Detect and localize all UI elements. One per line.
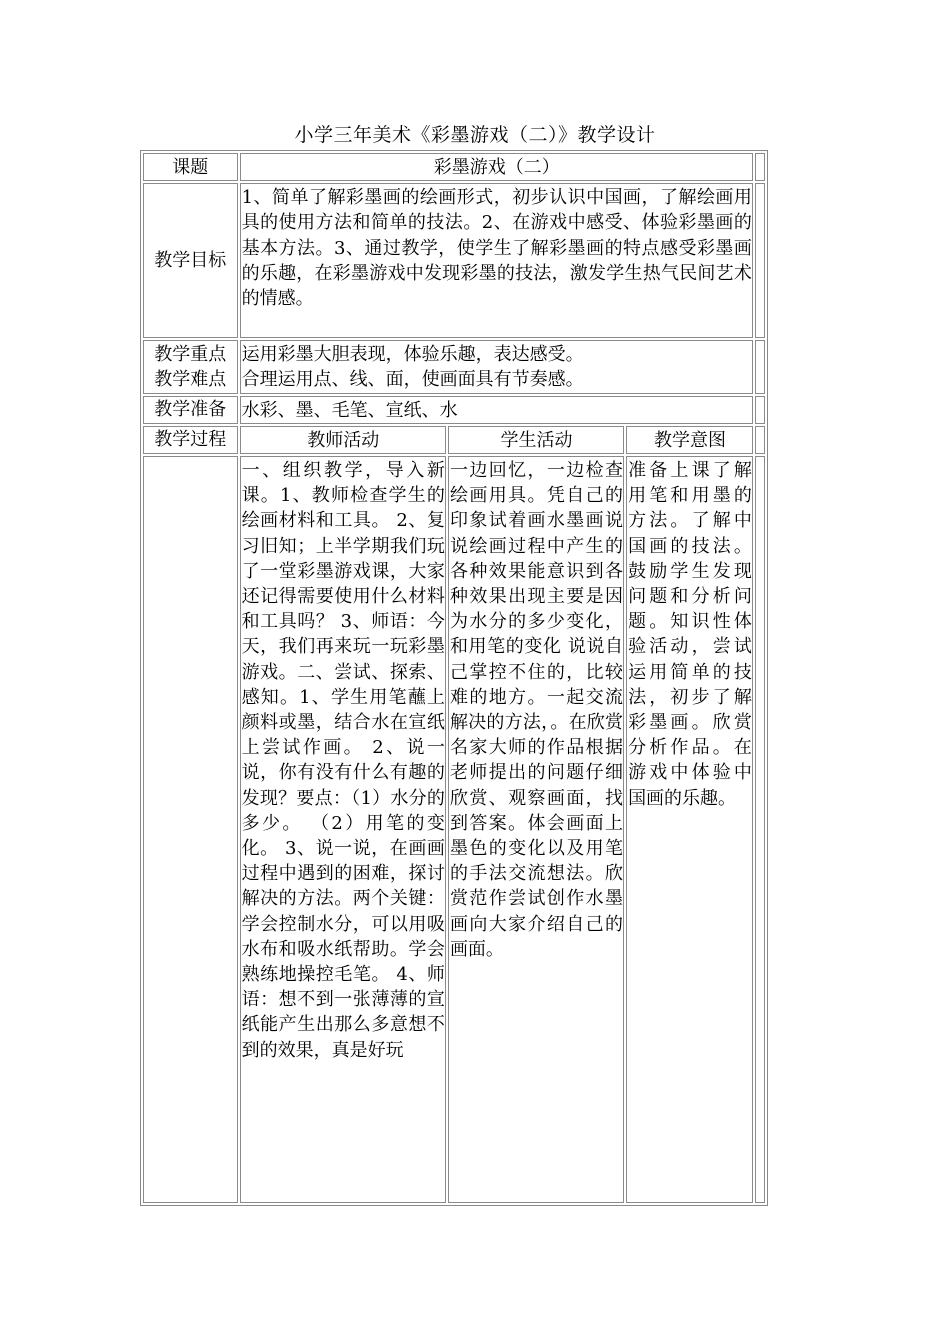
row-topic: [143, 153, 765, 181]
difficulty-text: 合理运用点、线、面，使画面具有节奏感。: [241, 369, 584, 391]
process-empty-cell: [143, 456, 238, 1203]
table-edge-cell: [755, 426, 765, 454]
prep-label: 教学准备: [143, 396, 238, 424]
key-difficulty-labels: [143, 340, 238, 393]
key-label: 教学重点: [154, 343, 227, 365]
goals-text: 1、简单了解彩墨画的绘画形式，初步认识中国画，了解绘画用具的使用方法和简单的技法。2、在游戏中感受、体验彩墨画的基本方法。3、通过教学，使学生了解彩墨画的特点感受彩墨画的乐趣，在彩墨游戏中发现彩墨的技法，激发学生热气民间艺术的情感。: [240, 183, 753, 338]
col-header-teacher: 教师活动: [240, 426, 446, 454]
student-activity: 一边回忆，一边检查绘画用具。凭自己的印象试着画水墨画说说绘画过程中产生的各种效果能意识到各种效果出现主要是因为水分的多少变化，和用笔的变化 说说自己掌控不住的，比较难的地方。一起交流解决的方法，。在欣赏名家大师的作品根据老师提出的问题仔细欣赏、观察画面，找到答案。体会画面上墨色的变化以及用笔的手法交流想法。欣赏范作尝试创作水墨画向大家介绍自己的画面。: [448, 456, 624, 1203]
prep-text: 水彩、墨、毛笔、宣纸、水: [240, 396, 753, 424]
teaching-intent: 准备上课了解用笔和用墨的方法。了解中国画的技法。鼓励学生发现问题和分析问题。知识性体验活动，尝试运用简单的技法，初步了解彩墨画。欣赏分析作品。在游戏中体验中国画的乐趣。: [626, 456, 753, 1203]
process-label: 教学过程: [143, 426, 238, 454]
table-edge-cell: [755, 183, 765, 338]
table-edge-cell: [755, 340, 765, 393]
key-difficulty-text: [240, 340, 753, 393]
teacher-activity: 一、组织教学，导入新课。1、教师检查学生的绘画材料和工具。 2、复习旧知；上半学期我们玩了一堂彩墨游戏课，大家还记得需要使用什么材料和工具吗？ 3、师语：今天，我们再来玩一玩彩墨游戏。二、尝试、探索、感知。1、学生用笔蘸上颜料或墨，结合水在宣纸上尝试作画。 2、说一说，你有没有什么有趣的发现？要点：（1）水分的多少。 （2）用笔的变化。 3、说一说，在画画过程中遇到的困难，探讨解决的方法。两个关键：学会控制水分，可以用吸水布和吸水纸帮助。学会熟练地操控毛笔。 4、师语：想不到一张薄薄的宣纸能产生出那么多意想不到的效果，真是好玩: [240, 456, 446, 1203]
row-process-header: [143, 426, 765, 454]
topic-label: 课题: [143, 153, 238, 181]
page-title: 小学三年美术《彩墨游戏（二）》教学设计: [294, 124, 656, 146]
lesson-plan-table: [140, 150, 768, 1206]
difficulty-label: 教学难点: [154, 368, 227, 390]
lesson-plan-table-wrapper: [140, 150, 768, 1206]
row-key-difficulty: [143, 340, 765, 393]
row-goals: [143, 183, 765, 338]
row-preparation: [143, 396, 765, 424]
table-edge-cell: [755, 456, 765, 1203]
col-header-intent: 教学意图: [626, 426, 753, 454]
table-edge-cell: [755, 153, 765, 181]
row-process-body: [143, 456, 765, 1203]
topic-value: 彩墨游戏（二）: [240, 153, 753, 181]
col-header-student: 学生活动: [448, 426, 624, 454]
table-edge-cell: [755, 396, 765, 424]
key-text: 运用彩墨大胆表现，体验乐趣，表达感受。: [241, 344, 584, 366]
goals-label: 教学目标: [143, 183, 238, 338]
